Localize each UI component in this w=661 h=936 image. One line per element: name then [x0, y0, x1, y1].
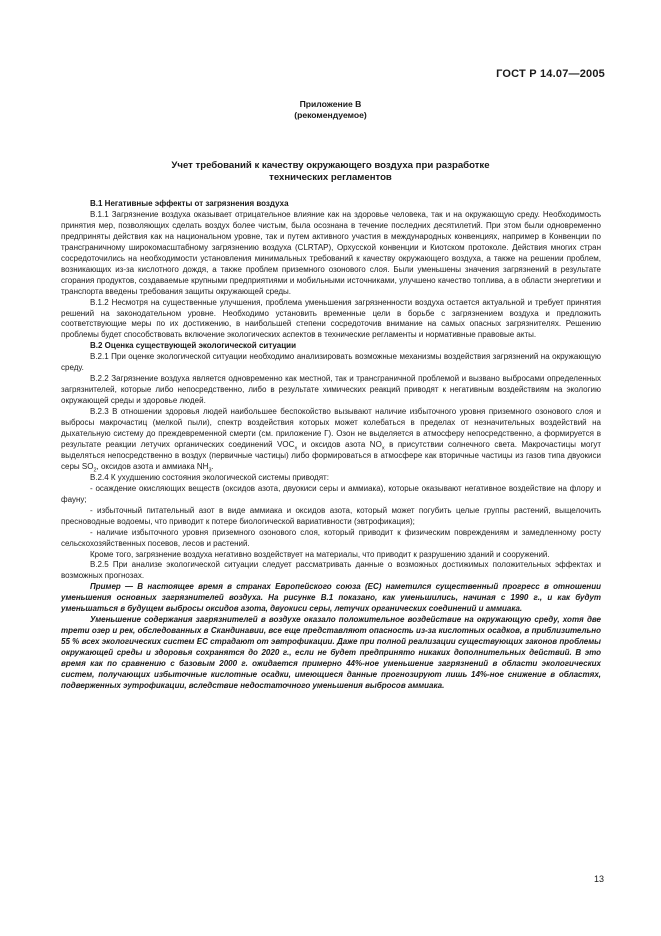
- example-paragraph-1: [61, 582, 601, 615]
- example-lead: Пример: [90, 582, 121, 592]
- section-b1-heading: В.1 Негативные эффекты от загрязнения воздуха: [90, 199, 289, 208]
- subscript-nh3: 3: [208, 467, 212, 474]
- appendix-heading: [0, 99, 661, 121]
- standard-number: ГОСТ Р 14.07—2005: [496, 68, 605, 80]
- subscript-nox: x: [381, 445, 385, 452]
- paragraph-materials: Кроме того, загрязнение воздуха негативно воздействует на материалы, что приводит к разрушению зданий и сооружений.: [90, 549, 550, 559]
- document-body: [61, 199, 601, 692]
- list-item-oxidants: - осаждение окисляющих веществ (оксидов азота, двуокиси серы и аммиака), которые оказывают негативное воздействие на флору и фауну;: [61, 483, 601, 504]
- appendix-subtitle: (рекомендуемое): [294, 110, 367, 120]
- paragraph-b2-3-text-3: в присутствии солнечного света. Макрочастицы могут выделяться непосредственно в воздух (первичные частицы) либо формироваться в атмосфере как вторичные частицы из газов типа двуокиси серы SO: [61, 439, 602, 471]
- example-text-1: — В настоящее время в странах Европейского союза (ЕС) наметился существенный прогресс в отношении уменьшения основных загрязнителей воздуха. На рисунке В.1 показано, как уменьшились, начиная с 1990 г., и как будут уменьшаться в будущем выбросы оксидов азота, двуокиси серы, летучих органических соединений и аммиака.: [61, 582, 601, 614]
- list-item-nitrogen: - избыточный питательный азот в виде аммиака и оксидов азота, который может погубить целые группы растений, выщелочить пресноводные водоемы, что приводит к потере биологической вариативности (эвтрофикация);: [61, 505, 601, 526]
- section-b2-heading: В.2 Оценка существующей экологической ситуации: [90, 341, 296, 351]
- paragraph-b2-3-text-4: , оксидов азота и аммиака NH: [96, 461, 209, 471]
- paragraph-b2-3-text-2: и оксидов азота NO: [297, 439, 382, 449]
- list-item-ozone: - наличие избыточного уровня приземного озонового слоя, который приводит к физическим повреждениям и замедленному росту сельскохозяйственных посевов, лесов и растений.: [61, 527, 601, 548]
- document-title: [60, 160, 601, 184]
- paragraph-b2-5: В.2.5 При анализе экологической ситуации следует рассматривать данные о возможных достижимых положительных эффектах и возможных прогнозах.: [61, 560, 601, 581]
- appendix-title: Приложение В: [299, 99, 362, 109]
- document-title-line1: Учет требований к качеству окружающего воздуха при разработке: [171, 160, 490, 171]
- paragraph-b2-2: В.2.2 Загрязнение воздуха является одновременно как местной, так и трансграничной проблемой и вызвано выбросами определенных загрязнителей, которые либо непосредственно, либо в результате химических реакций приводят к негативным воздействиям на экологию окружающей среды и здоровье людей.: [61, 374, 601, 406]
- paragraph-b2-3-text-5: .: [211, 461, 214, 471]
- paragraph-b1-2: В.1.2 Несмотря на существенные улучшения, проблема уменьшения загрязненности воздуха остается актуальной и требует принятия решений на законодательном уровне. Необходимо установить временные цели в борьбе с загрязнением воздуха и предложить соответствующие меры по их достижению, в наибольшей степени сосредоточив внимание на самых опасных загрязнителях. Решению проблемы будет способствовать включение экологических аспектов в технические регламенты и нормативные правовые акты.: [61, 297, 601, 340]
- subscript-so2: 2: [93, 467, 97, 474]
- page-number: 13: [593, 874, 604, 884]
- example-paragraph-2: Уменьшение содержания загрязнителей в воздухе оказало положительное воздействие на окружающую среду, хотя две трети озер и рек, обследованных в Скандинавии, все еще представляют опасность из-за кислотных осадков, в приблизительно 55 % всех экологических систем ЕС страдают от эвтрофикации. Даже при полной реализации существующих законов проблемы окружающей среды и здоровья сохранятся до 2020 г., если не будет предпринято никаких дополнительных действий. В это время как по сравнению с базовым 2000 г. ожидается примерно 44%-ное уменьшение загрязнений в области экологических систем, получающих избыточные кислотные осадки, имеющиеся данные прогнозируют лишь 14%-ное снижение в областях, подверженных эутрофикации, вследствие недостаточного уменьшения выбросов аммиака.: [61, 615, 601, 690]
- subscript-voc: x: [294, 445, 298, 452]
- paragraph-b2-4: В.2.4 К ухудшению состояния экологической системы приводят:: [90, 472, 329, 482]
- paragraph-b2-1: В.2.1 При оценке экологической ситуации необходимо анализировать возможные механизмы воздействия загрязнений на окружающую среду.: [61, 352, 601, 373]
- document-title-line2: технических регламентов: [269, 172, 392, 183]
- paragraph-b2-3: [61, 407, 601, 473]
- paragraph-b2-3-text-1: В.2.3 В отношении здоровья людей наибольшее беспокойство вызывают наличие избыточного уровня приземного озонового слоя и выбросы макрочастиц (мелкой пыли), спектр воздействия которых может колебаться в пределах от незначительных воздействий на дыхательную систему до преждевременной смерти (см. приложение Г). Озон не выделяется в атмосферу непосредственно, а формируется в результате реакции летучих органических соединений VOC: [61, 407, 601, 449]
- paragraph-b1-1: В.1.1 Загрязнение воздуха оказывает отрицательное влияние как на здоровье человека, так и на окружающую среду. Необходимость принятия мер, позволяющих сделать воздух более чистым, была осознана в течение последних десятилетий. При этом были одновременно предприняты действия как на национальном уровне, так и путем активного участия в международных конвенциях, например в Конвенции по трансграничному широкомасштабному загрязнению воздуха (CLRTAP), Орхусской конвенции и Киотском протоколе. Действия многих стран сосредоточились на необходимости установления минимальных требований к качеству окружающего воздуха, а также на решении проблем, возникающих из-за кислотного дождя, а также проблем приземного озонового слоя. Были уменьшены значения загрязнений в результате сгорания продуктов, создаваемые крупными предприятиями и мобильными источниками, улучшено качество топлива, а в области энергетики и транспорта введены требования защиты окружающей среды.: [61, 209, 601, 296]
